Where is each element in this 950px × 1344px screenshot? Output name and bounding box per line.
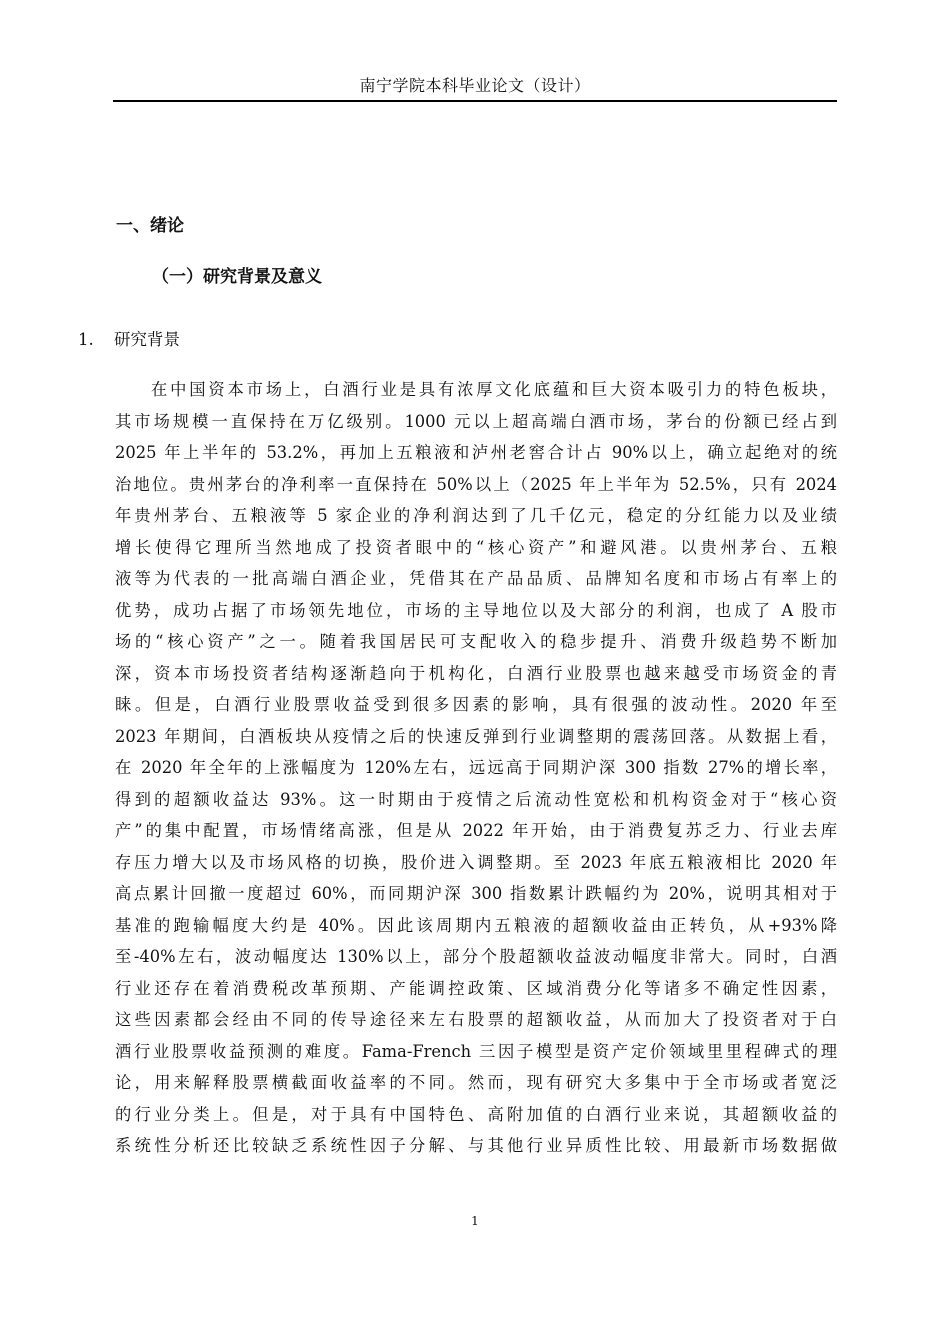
subsection-heading [78, 326, 180, 354]
paragraph-line: 年贵州茅台、五粮液等 5 家企业的净利润达到了几千亿元，稳定的分红能力以及业绩 [115, 506, 837, 525]
paragraph-line: 基准的跑输幅度大约是 40%。因此该周期内五粮液的超额收益由正转负，从+93%降 [115, 915, 837, 935]
paragraph-line: 在中国资本市场上，白酒行业是具有浓厚文化底蕴和巨大资本吸引力的特色板块， [151, 380, 837, 399]
subsection-number: 1. [78, 330, 94, 349]
paragraph-line: 行业还存在着消费税改革预期、产能调控政策、区域消费分化等诸多不确定性因素， [115, 978, 837, 998]
paragraph-line: 优势，成功占据了市场领先地位，市场的主导地位以及大部分的利润，也成了 A 股市 [115, 600, 837, 620]
page-number: 1 [471, 1214, 479, 1228]
paragraph-line: 在 2020 年全年的上涨幅度为 120%左右，远远高于同期沪深 300 指数 27%的增长率， [115, 758, 837, 777]
paragraph-line: 得到的超额收益达 93%。这一时期由于疫情之后流动性宽松和机构资金对于“核心资 [115, 789, 837, 809]
paragraph-line: 系统性分析还比较缺乏系统性因子分解、与其他行业异质性比较、用最新市场数据做 [115, 1136, 837, 1155]
paragraph-line: 2025 年上半年的 53.2%，再加上五粮液和泸州老窖合计占 90%以上，确立起绝对的统 [115, 443, 837, 462]
running-header: 南宁学院本科毕业论文（设计） [359, 76, 591, 95]
paragraph-line: 酒行业股票收益预测的难度。Fama-French 三因子模型是资产定价领域里里程碑式的理 [115, 1041, 837, 1061]
paragraph-line: 睐。但是，白酒行业股票收益受到很多因素的影响，具有很强的波动性。2020 年至 [115, 695, 837, 714]
paragraph-line: 增长使得它理所当然地成了投资者眼中的“核心资产”和避风港。以贵州茅台、五粮 [115, 537, 837, 557]
paragraph-line: 液等为代表的一批高端白酒企业，凭借其在产品品质、品牌知名度和市场占有率上的 [115, 569, 837, 588]
paragraph-line: 的行业分类上。但是，对于具有中国特色、高附加值的白酒行业来说，其超额收益的 [115, 1104, 837, 1124]
paragraph-line: 至-40%左右，波动幅度达 130%以上，部分个股超额收益波动幅度非常大。同时，白酒 [115, 947, 837, 966]
subsection-label: 研究背景 [114, 330, 180, 349]
body-paragraph [115, 374, 837, 1162]
paragraph-line: 产”的集中配置，市场情绪高涨，但是从 2022 年开始，由于消费复苏乏力、行业去库 [115, 821, 837, 840]
paragraph-line: 存压力增大以及市场风格的切换，股价进入调整期。至 2023 年底五粮液相比 2020 年 [115, 852, 837, 872]
header-rule [113, 100, 837, 102]
paragraph-line: 其市场规模一直保持在万亿级别。1000 元以上超高端白酒市场，茅台的份额已经占到 [115, 411, 837, 431]
paragraph-line: 2023 年期间，白酒板块从疫情之后的快速反弹到行业调整期的震荡回落。从数据上看， [115, 726, 837, 746]
paragraph-line: 这些因素都会经由不同的传导途径来左右股票的超额收益，从而加大了投资者对于白 [115, 1010, 837, 1029]
paragraph-line: 深，资本市场投资者结构逐渐趋向于机构化，白酒行业股票也越来越受市场资金的青 [115, 663, 837, 683]
paragraph-line: 高点累计回撤一度超过 60%，而同期沪深 300 指数累计跌幅约为 20%，说明其相对于 [115, 884, 838, 903]
paragraph-line: 治地位。贵州茅台的净利率一直保持在 50%以上（2025 年上半年为 52.5%，只有 2024 [115, 474, 837, 494]
section-heading: （一）研究背景及意义 [152, 267, 322, 287]
paragraph-line: 场的“核心资产”之一。随着我国居民可支配收入的稳步提升、消费升级趋势不断加 [115, 632, 837, 651]
paragraph-line: 论，用来解释股票横截面收益率的不同。然而，现有研究大多集中于全市场或者宽泛 [115, 1073, 837, 1092]
chapter-heading: 一、绪论 [116, 216, 184, 236]
